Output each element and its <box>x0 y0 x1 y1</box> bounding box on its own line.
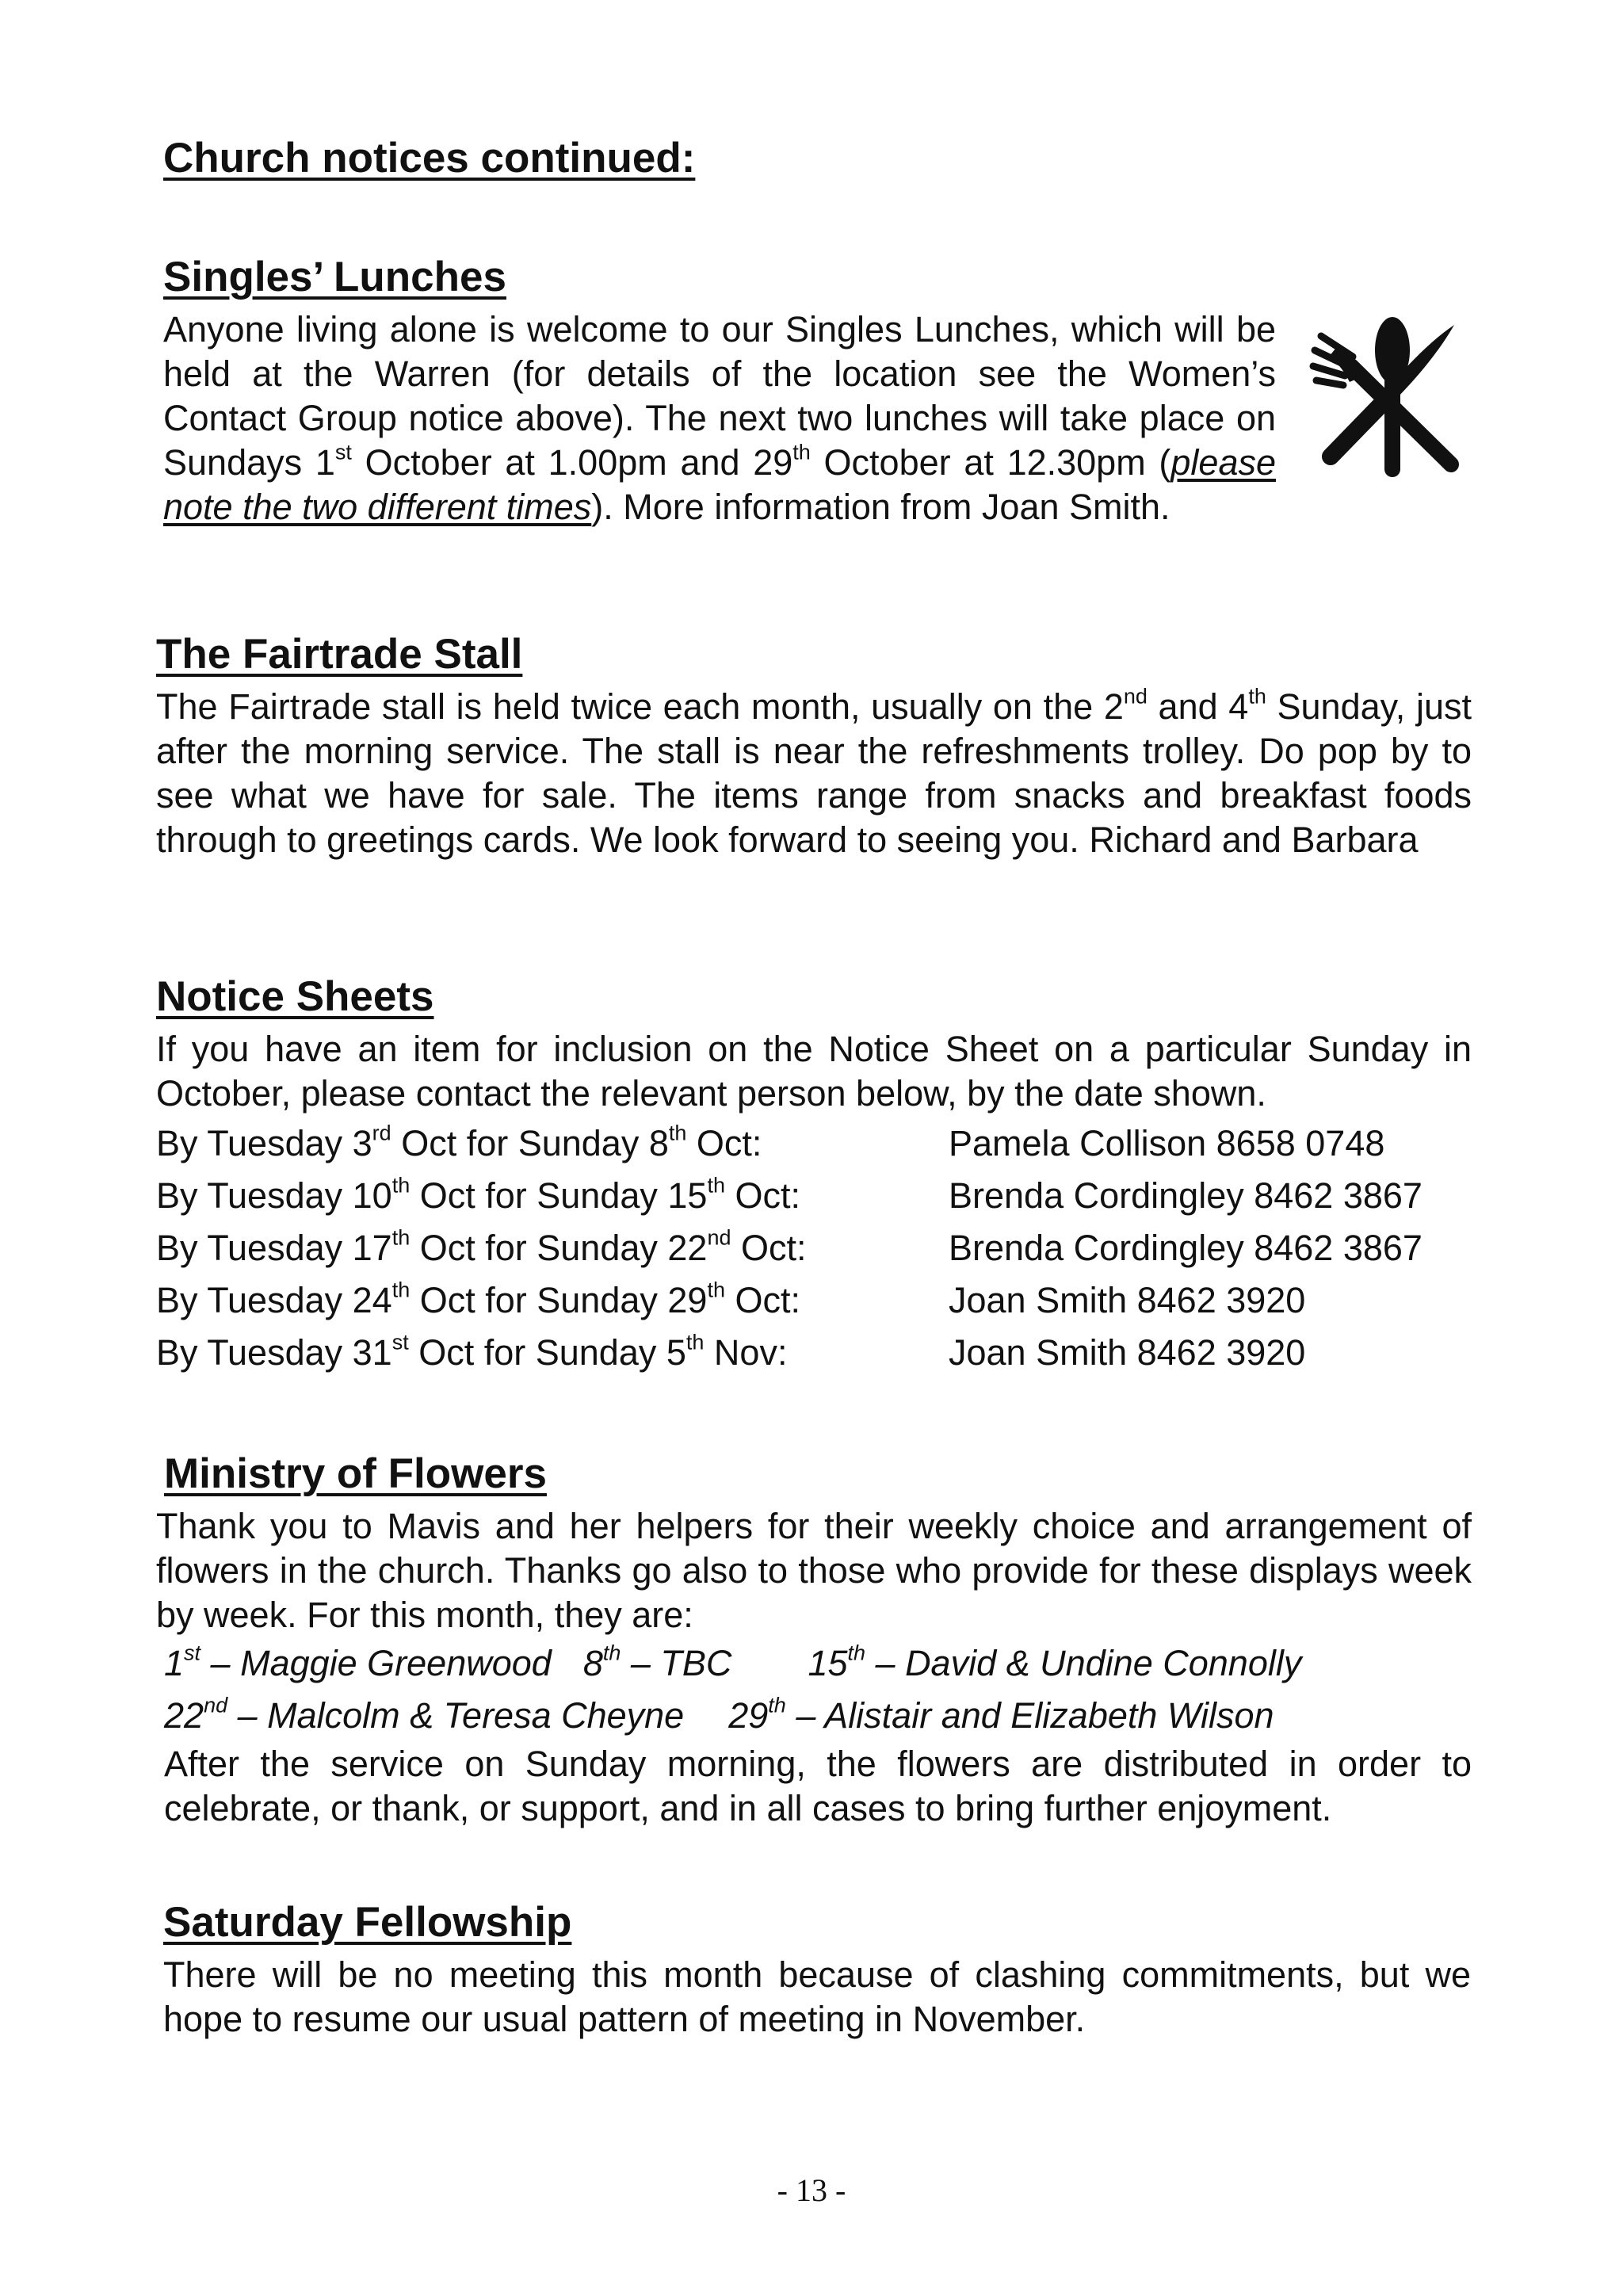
singles-emphasis: please note the two different times <box>163 441 1277 527</box>
notice-row <box>156 1274 1472 1327</box>
flowers-title: Ministry of Flowers <box>164 1450 547 1497</box>
singles-section <box>163 252 1276 529</box>
notice-sheets-section <box>156 972 1472 1379</box>
page-heading-block <box>163 133 695 184</box>
notice-row <box>156 1327 1472 1379</box>
notice-row-contact: Brenda Cordingley 8462 3867 <box>949 1175 1423 1216</box>
notice-row <box>156 1222 1472 1274</box>
saturday-title: Saturday Fellowship <box>163 1899 572 1946</box>
notice-row-date: By Tuesday 17th Oct for Sunday 22nd Oct: <box>156 1225 807 1268</box>
singles-title: Singles’ Lunches <box>163 254 506 300</box>
fairtrade-section <box>156 629 1472 862</box>
flowers-section <box>156 1449 1472 1831</box>
notice-row <box>156 1170 1472 1222</box>
notice-row-date: By Tuesday 24th Oct for Sunday 29th Oct: <box>156 1278 800 1320</box>
notice-sheets-title: Notice Sheets <box>156 973 434 1020</box>
singles-text: Anyone living alone is welcome to our Singles Lunches, which will be held at the Warren (for details of the location see the Women’s Contact Group notice above). The next two lunches will take place on Sundays 1st October at 1.00pm and 29th October at 12.30pm (please note the two different times). More information from Joan Smith. <box>163 308 1277 527</box>
notice-row-date: By Tuesday 10th Oct for Sunday 15th Oct: <box>156 1173 800 1216</box>
cutlery-icon <box>1304 309 1478 483</box>
notice-row <box>156 1117 1472 1170</box>
fairtrade-text: The Fairtrade stall is held twice each month, usually on the 2nd and 4th Sunday, just after the morning service. The stall is near the refreshments trolley. Do pop by to see what we have for sale. The items range from snacks and breakfast foods through to greetings cards. We look forward to seeing you. Richard and Barbara <box>156 684 1472 860</box>
flowers-rota-line-1: 1st – Maggie Greenwood 8th – TBC 15th – David & Undine Connolly <box>164 1641 1302 1683</box>
saturday-text: There will be no meeting this month because of clashing commitments, but we hope to resume our usual pattern of meeting in November. <box>163 1954 1471 2039</box>
notice-row-contact: Joan Smith 8462 3920 <box>949 1331 1306 1373</box>
page-number: - 13 - <box>777 2172 846 2208</box>
notice-row-contact: Pamela Collison 8658 0748 <box>949 1122 1385 1163</box>
notice-row-date: By Tuesday 31st Oct for Sunday 5th Nov: <box>156 1330 788 1373</box>
flowers-rota-line-2: 22nd – Malcolm & Teresa Cheyne 29th – Alistair and Elizabeth Wilson <box>164 1693 1274 1736</box>
page-heading: Church notices continued: <box>163 135 696 181</box>
notice-sheets-intro: If you have an item for inclusion on the Notice Sheet on a particular Sunday in October, please contact the relevant person below, by the date shown. <box>156 1028 1472 1114</box>
flowers-outro: After the service on Sunday morning, the flowers are distributed in order to celebrate, or thank, or support, and in all cases to bring further enjoyment. <box>164 1743 1472 1828</box>
notice-row-contact: Brenda Cordingley 8462 3867 <box>949 1227 1423 1268</box>
flowers-intro: Thank you to Mavis and her helpers for their weekly choice and arrangement of flowers in the church. Thanks go also to those who provide for these displays week by week. For this month, they are: <box>156 1505 1472 1635</box>
notice-row-contact: Joan Smith 8462 3920 <box>949 1279 1306 1320</box>
fairtrade-title: The Fairtrade Stall <box>156 631 523 678</box>
notice-row-date: By Tuesday 3rd Oct for Sunday 8th Oct: <box>156 1121 762 1163</box>
saturday-section <box>163 1897 1471 2042</box>
notice-sheets-table <box>156 1117 1472 1379</box>
